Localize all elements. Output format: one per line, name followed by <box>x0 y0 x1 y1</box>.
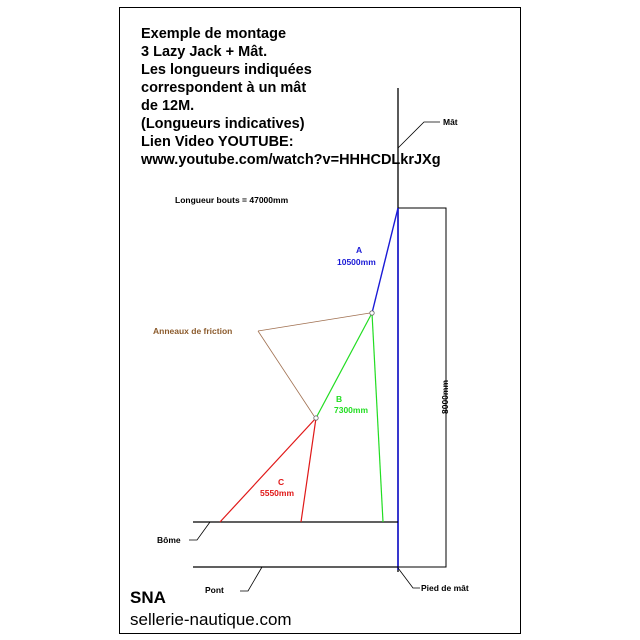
segment-b-name: B <box>336 394 343 404</box>
friction-ring <box>370 311 374 315</box>
segment-c-line-aft <box>301 418 316 522</box>
title-line: correspondent à un mât <box>141 80 307 96</box>
boom-leader <box>189 522 210 540</box>
friction-ring <box>314 416 318 420</box>
brand-site-link[interactable]: sellerie-nautique.com <box>130 610 292 629</box>
segment-a-length: 10500mm <box>337 257 376 267</box>
title-line: Lien Video YOUTUBE: <box>141 134 294 150</box>
mast-foot-label: Pied de mât <box>421 583 469 593</box>
boom-label: Bôme <box>157 535 181 545</box>
segment-b-length: 7300mm <box>334 405 369 415</box>
height-dimension-box <box>398 208 446 567</box>
mast-foot-leader <box>398 568 420 588</box>
rope-length-label: Longueur bouts = 47000mm <box>175 195 289 205</box>
friction-leader <box>258 331 314 416</box>
segment-b-line-aft <box>372 313 383 522</box>
title-line: Les longueurs indiquées <box>141 62 312 78</box>
segment-b-line-upper <box>316 313 372 418</box>
deck-label: Pont <box>205 585 224 595</box>
title-line: de 12M. <box>141 98 195 114</box>
segment-a-name: A <box>356 245 363 255</box>
segment-c-name: C <box>278 477 285 487</box>
title-line: (Longueurs indicatives) <box>141 116 305 132</box>
mast-leader <box>398 122 440 148</box>
friction-leader <box>258 313 370 331</box>
mast-height-label: 8000mm <box>440 379 450 415</box>
segment-c-length: 5550mm <box>260 488 295 498</box>
segment-c-line-fwd <box>220 418 316 522</box>
deck-leader <box>240 567 262 591</box>
title-line: Exemple de montage <box>141 26 287 42</box>
friction-rings-label: Anneaux de friction <box>153 326 233 336</box>
brand-name: SNA <box>130 588 166 607</box>
title-line: 3 Lazy Jack + Mât. <box>141 44 268 60</box>
mast-label: Mât <box>443 117 458 127</box>
youtube-link[interactable]: www.youtube.com/watch?v=HHHCDLkrJXg <box>141 152 441 168</box>
